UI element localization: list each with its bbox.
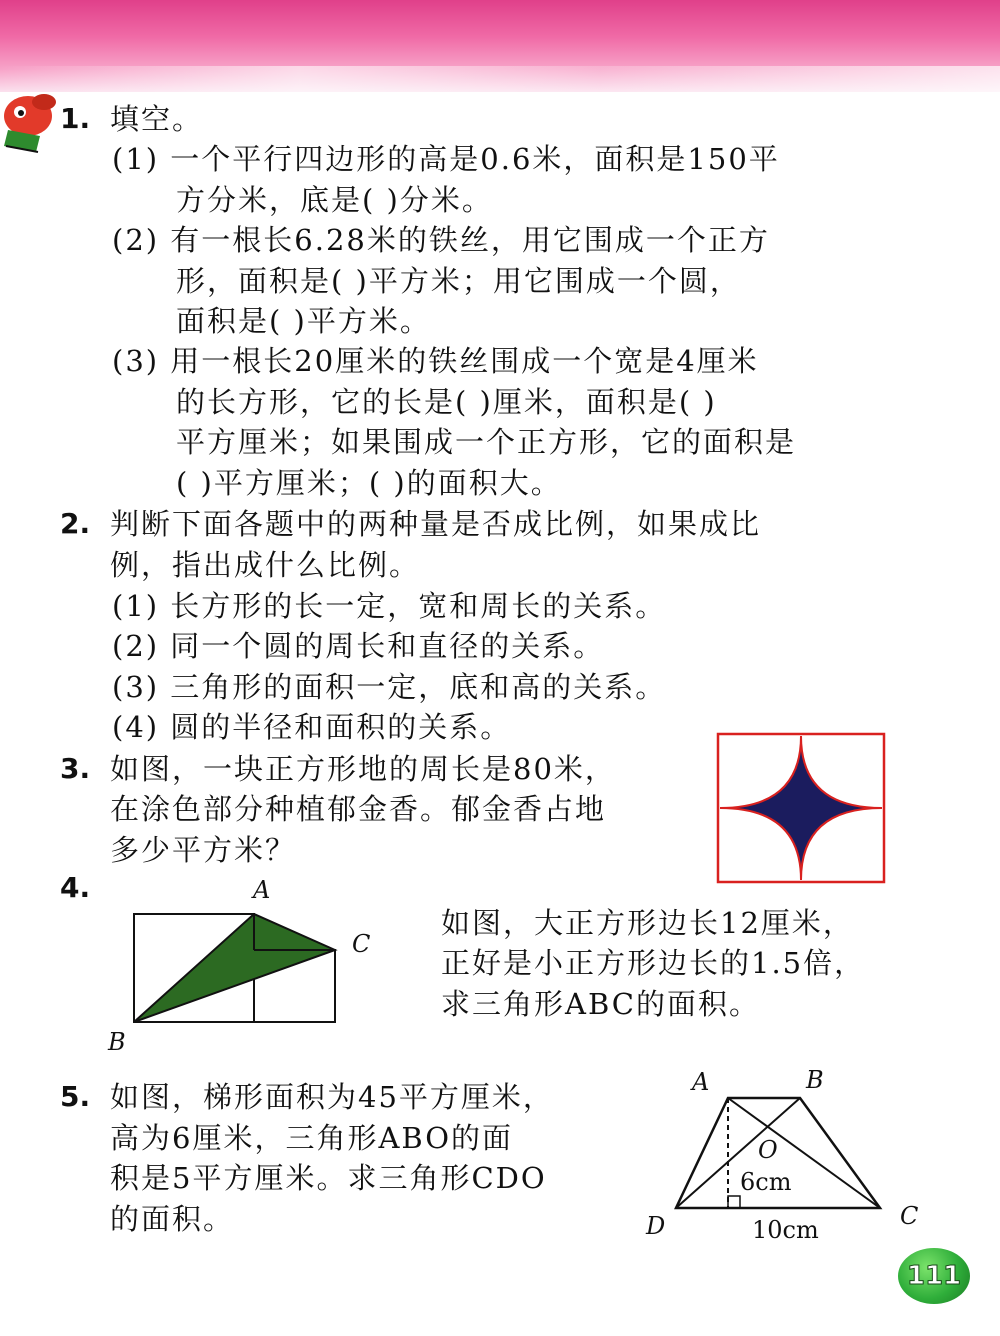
q4-label-a: A (253, 876, 271, 904)
q1-1-line2: 方分米，底是( )分米。 (176, 183, 493, 217)
q4-line3: 求三角形ABC的面积。 (441, 987, 760, 1021)
question-number: 5. (60, 1080, 91, 1113)
q1-3-line4: ( )平方厘米；( )的面积大。 (176, 466, 562, 500)
top-banner (0, 0, 1000, 92)
q4-label-c: C (352, 930, 371, 958)
q2-item4: (4) 圆的半径和面积的关系。 (112, 710, 512, 744)
q5-label-b: B (806, 1066, 824, 1094)
q1-2-line3: 面积是( )平方米。 (176, 304, 431, 338)
q5-base-label: 10cm (752, 1216, 819, 1244)
q4-figure-squares-triangle (100, 872, 400, 1062)
q5-label-c: C (900, 1202, 919, 1230)
q1-2-line1: (2) 有一根长6.28米的铁丝，用它围成一个正方 (112, 223, 770, 257)
q2-item1: (1) 长方形的长一定，宽和周长的关系。 (112, 589, 667, 623)
q3-figure-square-star (716, 732, 886, 884)
q5-line2: 高为6厘米，三角形ABO的面 (110, 1121, 514, 1155)
question-number: 4. (60, 871, 91, 904)
q5-line4: 的面积。 (110, 1202, 235, 1236)
q4-line1: 如图，大正方形边长12厘米， (441, 906, 854, 940)
q1-title: 填空。 (110, 102, 204, 136)
q2-line1: 判断下面各题中的两种量是否成比例，如果成比 (110, 507, 762, 541)
q5-height-label: 6cm (740, 1168, 792, 1196)
q2-item2: (2) 同一个圆的周长和直径的关系。 (112, 629, 605, 663)
q3-line1: 如图，一块正方形地的周长是80米， (110, 752, 616, 786)
q1-2-line2: 形，面积是( )平方米；用它围成一个圆， (176, 264, 741, 298)
q3-line2: 在涂色部分种植郁金香。郁金香占地 (110, 792, 607, 826)
q2-line2: 例，指出成什么比例。 (110, 548, 421, 582)
mascot-reading-icon (0, 86, 66, 160)
q4-label-b: B (108, 1028, 126, 1056)
q1-3-line1: (3) 用一根长20厘米的铁丝围成一个宽是4厘米 (112, 344, 759, 378)
q5-line3: 积是5平方厘米。求三角形CDO (110, 1161, 547, 1195)
q5-figure-trapezoid (660, 1090, 900, 1220)
q5-label-o: O (758, 1136, 778, 1164)
q5-label-a: A (692, 1068, 710, 1096)
q1-3-line3: 平方厘米；如果围成一个正方形，它的面积是 (176, 425, 797, 459)
q1-1-line1: (1) 一个平行四边形的高是0.6米，面积是150平 (112, 142, 780, 176)
page-number-badge: 111 (898, 1248, 970, 1304)
q3-line3: 多少平方米？ (110, 833, 297, 867)
q1-3-line2: 的长方形，它的长是( )厘米，面积是( ) (176, 385, 717, 419)
q4-line2: 正好是小正方形边长的1.5倍， (441, 946, 866, 980)
q5-label-d: D (646, 1212, 666, 1240)
question-number: 3. (60, 752, 91, 785)
q2-item3: (3) 三角形的面积一定，底和高的关系。 (112, 670, 667, 704)
question-number: 1. (60, 102, 91, 135)
q5-line1: 如图，梯形面积为45平方厘米， (110, 1080, 554, 1114)
question-number: 2. (60, 507, 91, 540)
